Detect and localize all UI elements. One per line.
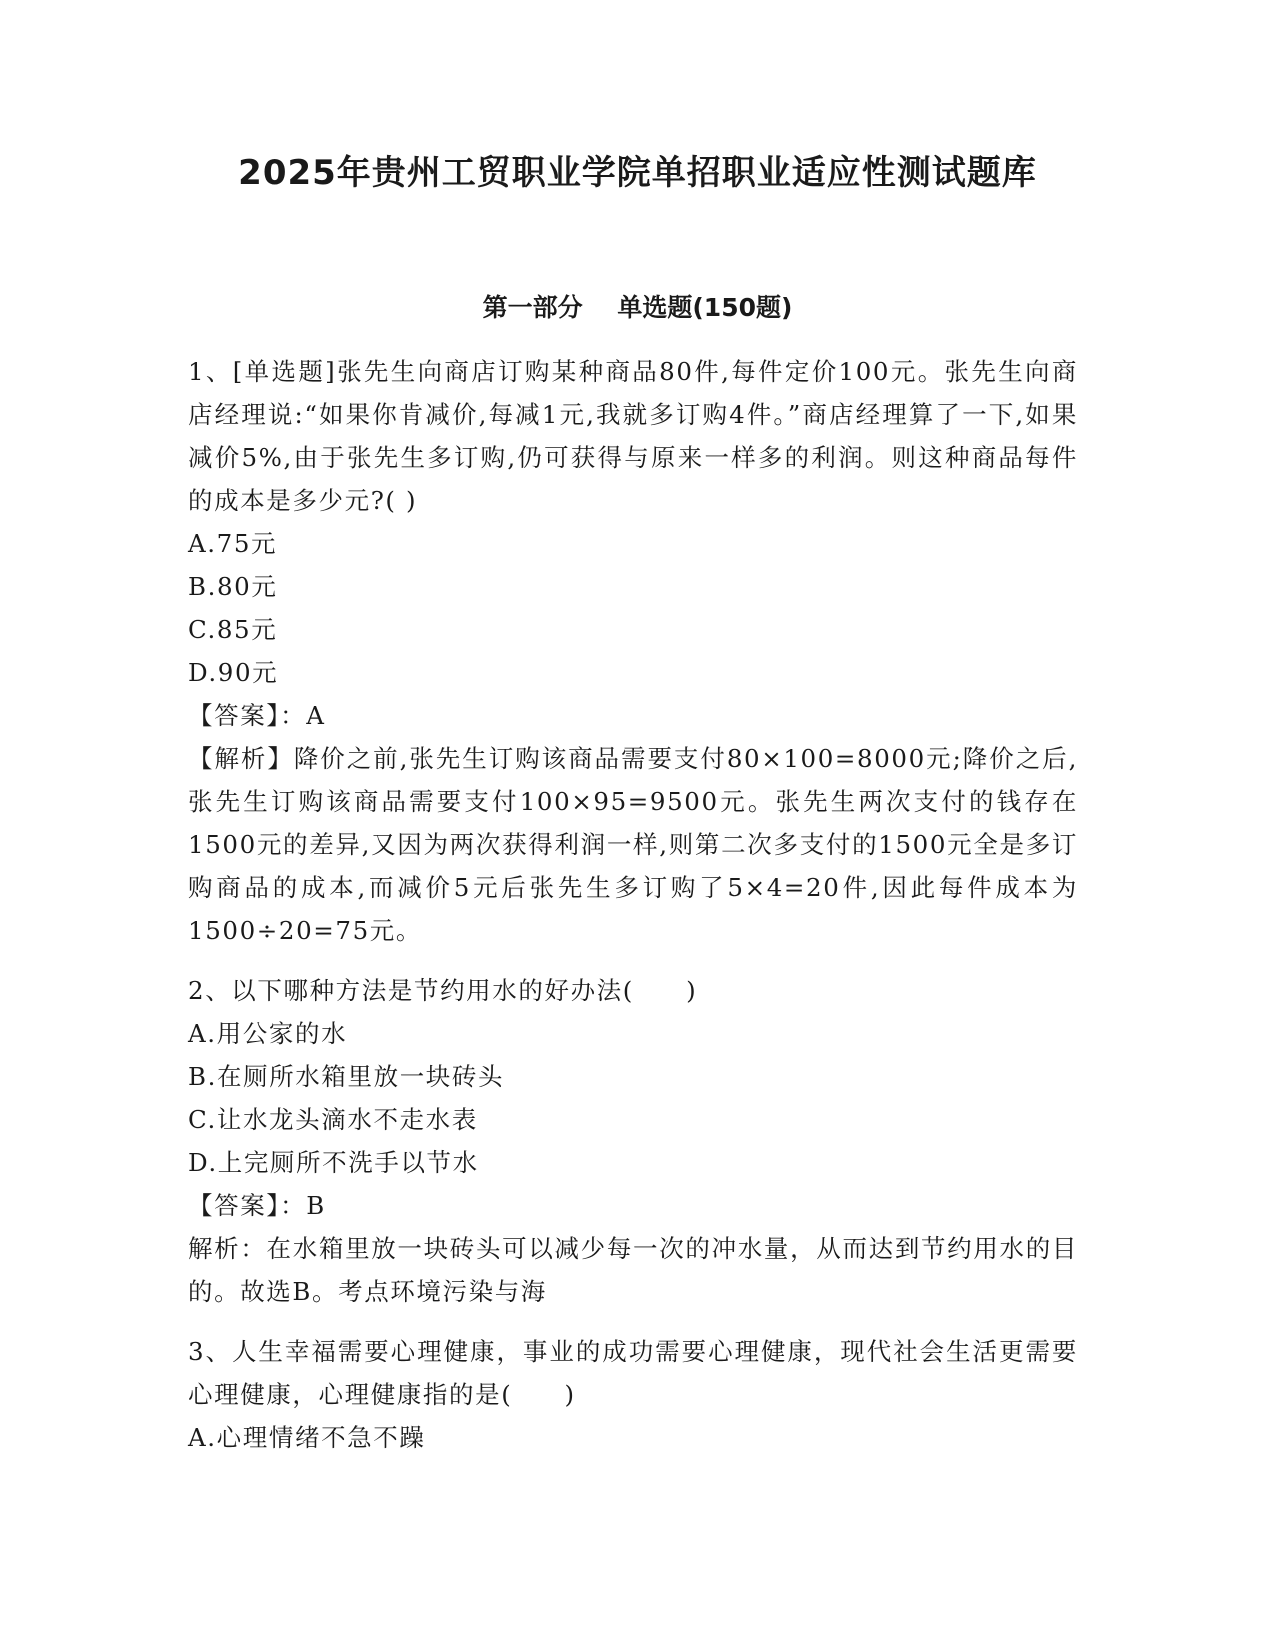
section-heading: 第一部分 单选题(150题): [482, 293, 793, 322]
analysis-text: 解析：在水箱里放一块砖头可以减少每一次的冲水量，从而达到节约用水的目的。故选B。考点环境污染与海: [188, 1234, 1078, 1306]
option-b: B.80元: [188, 572, 278, 601]
option-c: C.让水龙头滴水不走水表: [188, 1105, 478, 1134]
question-stem: 3、人生幸福需要心理健康，事业的成功需要心理健康，现代社会生活更需要心理健康，心理健康指的是( ): [188, 1337, 1078, 1409]
option-a: A.75元: [188, 529, 278, 558]
question-1: [188, 350, 1078, 952]
question-2: [188, 969, 1078, 1313]
document-title: 2025年贵州工贸职业学院单招职业适应性测试题库: [238, 153, 1037, 193]
option-b: B.在厕所水箱里放一块砖头: [188, 1062, 505, 1091]
option-a: A.心理情绪不急不躁: [188, 1423, 426, 1452]
question-list: [188, 350, 1078, 1476]
answer-line: 【答案】：B: [188, 1191, 326, 1220]
option-a: A.用公家的水: [188, 1019, 348, 1048]
answer-line: 【答案】：A: [188, 701, 326, 730]
question-3: [188, 1330, 1078, 1459]
option-d: D.90元: [188, 658, 279, 687]
question-stem: 1、[单选题]张先生向商店订购某种商品80件,每件定价100元。张先生向商店经理说:“如果你肯减价,每减1元,我就多订购4件。”商店经理算了一下,如果减价5%,由于张先生多订购,仍可获得与原来一样多的利润。则这种商品每件的成本是多少元?( ): [188, 357, 1078, 515]
option-c: C.85元: [188, 615, 278, 644]
option-d: D.上完厕所不洗手以节水: [188, 1148, 479, 1177]
question-stem: 2、以下哪种方法是节约用水的好办法( ): [188, 976, 698, 1005]
analysis-text: 【解析】降价之前,张先生订购该商品需要支付80×100=8000元;降价之后,张先生订购该商品需要支付100×95=9500元。张先生两次支付的钱存在1500元的差异,又因为两次获得利润一样,则第二次多支付的1500元全是多订购商品的成本,而减价5元后张先生多订购了5×4=20件,因此每件成本为1500÷20=75元。: [188, 744, 1078, 945]
